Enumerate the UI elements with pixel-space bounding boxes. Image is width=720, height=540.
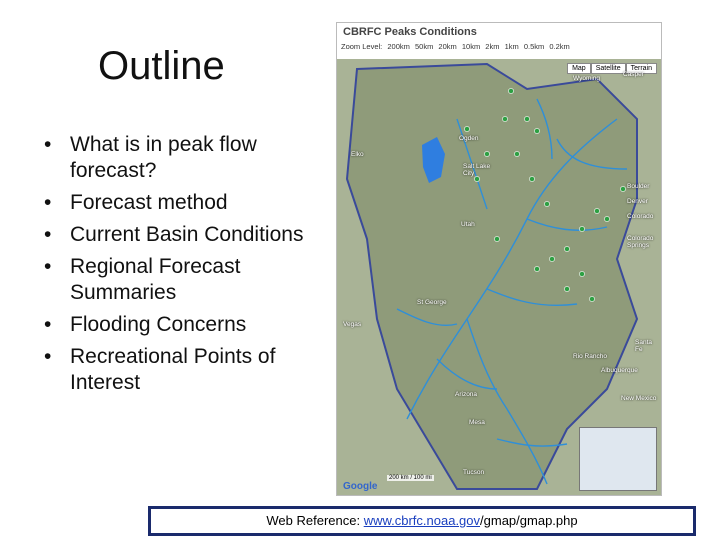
map-button[interactable]: Map	[567, 63, 591, 74]
place-label: Casper	[623, 71, 644, 78]
place-label: Elko	[351, 151, 364, 158]
outline-list	[44, 132, 344, 402]
place-label: Boulder	[627, 183, 650, 190]
place-label: Denver	[627, 198, 648, 205]
place-label: Wyoming	[573, 75, 601, 82]
zoom-option-0.5km[interactable]: 0.5km	[523, 42, 545, 51]
place-label: Colorado Springs	[627, 235, 654, 249]
bullet-glyph: •	[44, 255, 52, 278]
google-logo: Google	[343, 481, 378, 492]
list-item	[44, 190, 344, 216]
list-item	[44, 222, 344, 248]
zoom-level-bar	[341, 42, 573, 51]
map-scale: 200 km / 100 mi	[389, 475, 432, 481]
bullet-text: Current Basin Conditions	[70, 223, 304, 246]
place-label: Albuquerque	[601, 367, 638, 374]
list-item	[44, 254, 344, 306]
zoom-option-50km[interactable]: 50km	[414, 42, 434, 51]
map-screenshot	[336, 22, 662, 496]
reference-link[interactable]: www.cbrfc.noaa.gov	[363, 513, 481, 528]
web-reference-box	[148, 506, 696, 536]
zoom-option-200km[interactable]: 200km	[387, 42, 410, 51]
list-item	[44, 132, 344, 184]
reference-prefix: Web Reference:	[266, 513, 364, 528]
place-label: New Mexico	[621, 395, 657, 402]
place-label: Colorado	[627, 213, 654, 220]
place-label: St George	[417, 299, 447, 306]
terrain-button[interactable]: Terrain	[626, 63, 657, 74]
place-label: Vegas	[343, 321, 362, 328]
satellite-button[interactable]: Satellite	[591, 63, 626, 74]
list-item	[44, 312, 344, 338]
place-label: Santa Fe	[635, 339, 652, 353]
bullet-glyph: •	[44, 313, 52, 336]
place-label: Ogden	[459, 135, 479, 142]
place-label: Rio Rancho	[573, 353, 607, 360]
bullet-text: Recreational Points of Interest	[70, 345, 276, 394]
bullet-text: What is in peak flow forecast?	[70, 133, 257, 182]
place-label: Tucson	[463, 469, 485, 476]
bullet-text: Forecast method	[70, 191, 228, 214]
place-label: Utah	[461, 221, 475, 228]
place-label: Mesa	[469, 419, 485, 426]
bullet-glyph: •	[44, 191, 52, 214]
overview-inset-map[interactable]	[579, 427, 657, 491]
bullet-text: Regional Forecast Summaries	[70, 255, 241, 304]
zoom-option-0.2km[interactable]: 0.2km	[549, 42, 570, 51]
place-label: Salt Lake City	[463, 163, 491, 177]
zoom-option-20km[interactable]: 20km	[438, 42, 457, 51]
list-item	[44, 344, 344, 396]
bullet-glyph: •	[44, 133, 52, 156]
zoom-option-1km[interactable]: 1km	[504, 42, 519, 51]
reference-suffix: /gmap/gmap.php	[480, 513, 578, 528]
zoom-option-10km[interactable]: 10km	[461, 42, 481, 51]
place-label: Arizona	[455, 391, 478, 398]
zoom-label: Zoom Level:	[341, 42, 383, 51]
bullet-glyph: •	[44, 223, 52, 246]
zoom-option-2km[interactable]: 2km	[485, 42, 500, 51]
bullet-glyph: •	[44, 345, 52, 368]
bullet-text: Flooding Concerns	[70, 313, 247, 336]
map-title: CBRFC Peaks Conditions	[343, 26, 477, 38]
slide-title: Outline	[98, 44, 225, 88]
map-header	[337, 23, 661, 60]
